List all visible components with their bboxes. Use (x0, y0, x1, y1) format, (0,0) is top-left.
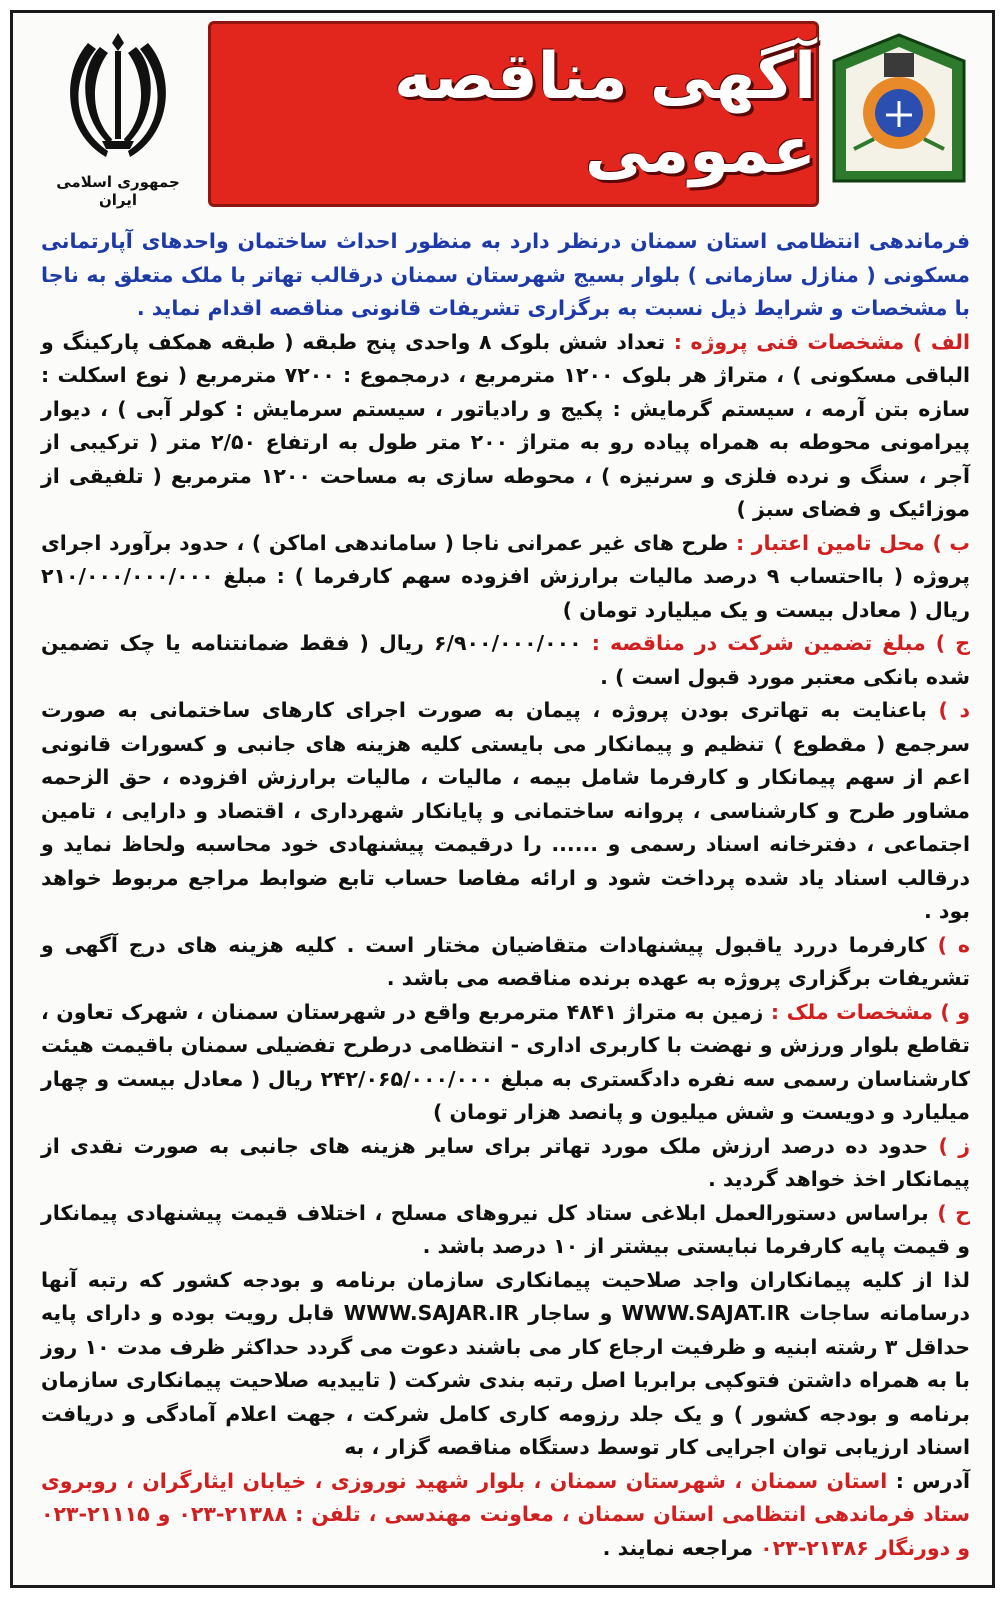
notice-body (41, 225, 970, 1565)
section-d-text: باعنایت به تهاتری بودن پروژه ، پیمان به صورت اجرای کارهای ساختمانی به صورت سرجمع ( مقطوع ) تنظیم و پیمانکار می بایستی کلیه هزینه های جانبی و کسورات قانونی اعم از سهم پیمانکار و کارفرما شامل بیمه ، مالیات ، مالیات برارزش افزوده ، حق الزحمه مشاور طرح و کارشناسی ، پروانه ساختمانی و پایانکار شهرداری ، اقتصاد و دارایی ، تامین اجتماعی ، دفترخانه اسناد رسمی و ...... را درقیمت پیشنهادی خود محاسبه ولحاظ نماید و درقالب اسناد یاد شده پرداخت شود و ارائه مفاصا حساب تابع ضوابط مراجع مربوط خواهد بود . (41, 698, 970, 923)
iran-emblem-icon (58, 29, 178, 169)
section-g (41, 1130, 970, 1197)
section-g-text: حدود ده درصد ارزش ملک مورد تهاتر برای سایر هزینه های جانبی به صورت نقدی از پیمانکار اخذ خواهد گردید . (41, 1133, 970, 1191)
address-tail: مراجعه نمایند . (602, 1535, 754, 1560)
section-b-label: ب ) محل تامین اعتبار : (735, 530, 970, 555)
section-f (41, 996, 970, 1130)
iran-emblem (43, 29, 193, 209)
section-b-text: طرح های غیر عمرانی ناجا ( ساماندهی اماکن ) ، حدود برآورد اجرای پروژه ( بااحتساب ۹ درصد مالیات برارزش افزوده سهم کارفرما ) : مبلغ ۲۱۰/۰۰۰/۰۰۰/۰۰۰ ریال ( معادل بیست و یک میلیارد تومان ) (41, 530, 970, 622)
section-h (41, 1197, 970, 1264)
section-e-label: ه ) (937, 932, 971, 957)
address-text: استان سمنان ، شهرستان سمنان ، بلوار شهید نوروزی ، خیابان ایثارگران ، روبروی ستاد فرماندهی انتظامی استان سمنان ، معاونت مهندسی ، تلفن : ۲۱۳۸۸-۰۲۳ و ۲۱۱۱۵-۰۲۳ و دورنگار ۲۱۳۸۶-۰۲۳ (41, 1468, 970, 1560)
section-e-text: کارفرما دررد یاقبول پیشنهادات متقاضیان مختار است . کلیه هزینه های درج آگهی و تشریفات برگزاری پروژه به عهده برنده مناقصه می باشد . (41, 932, 970, 990)
section-d (41, 694, 970, 929)
section-h-text: براساس دستورالعمل ابلاغی ستاد کل نیروهای مسلح ، اختلاف قیمت پیشنهادی پیمانکار و قیمت پایه کارفرما نبایستی بیشتر از ۱۰ درصد باشد . (41, 1200, 970, 1258)
sajat-website: WWW.SAJAT.IR (621, 1301, 791, 1325)
section-c-text: ۶/۹۰۰/۰۰۰/۰۰۰ ریال ( فقط ضمانتنامه یا چک تضمین شده بانکی معتبر مورد قبول است ) . (41, 631, 970, 689)
police-badge (824, 31, 974, 206)
address-label: آدرس : (895, 1468, 970, 1493)
section-f-label: و ) مشخصات ملک : (770, 999, 971, 1024)
section-b (41, 527, 970, 628)
section-g-label: ز ) (938, 1133, 971, 1158)
section-f-text: زمین به متراژ ۴۸۴۱ مترمربع واقع در شهرستان سمنان ، شهرک تعاون ، تقاطع بلوار ورزش و نهضت با کاربری اداری - انتظامی درطرح تفضیلی سمنان باقیمت هیئت کارشناسان رسمی سه نفره دادگستری به مبلغ ۲۴۲/۰۶۵/۰۰۰/۰۰۰ ریال ( معادل بیست و چهار میلیارد و دویست و شش میلیون و پانصد هزار تومان ) (41, 999, 971, 1124)
sajar-website: WWW.SAJAR.IR (343, 1301, 520, 1325)
section-a-text: تعداد شش بلوک ۸ واحدی پنج طبقه ( طبقه همکف پارکینگ و الباقی مسکونی ) ، متراژ هر بلوک ۱۲۰۰ مترمربع ، درمجموع : ۷۲۰۰ مترمربع ( نوع اسکلت : سازه بتن آرمه ، سیستم گرمایش : پکیج و رادیاتور ، سیستم سرمایش : کولر آبی ) ، دیوار پیرامونی محوطه به همراه پیاده رو به متراژ ۲۰۰ متر طول به ارتفاع ۲/۵۰ متر ( ترکیبی از آجر ، سنگ و نرده فلزی و سرنیزه ) ، محوطه سازی به مساحت ۱۲۰۰ مترمربع ( تلفیقی از موزائیک و فضای سبز ) (41, 329, 970, 521)
emblem-caption: جمهوری اسلامی ایران (56, 173, 180, 209)
closing-paragraph (41, 1264, 970, 1465)
intro-paragraph: فرماندهی انتظامی استان سمنان درنظر دارد به منظور احداث ساختمان واحدهای آپارتمانی مسکونی ( منازل سازمانی ) بلوار بسیج شهرستان سمنان درقالب تهاتر با ملک متعلق به ناجا با مشخصات و شرایط ذیل نسبت به برگزاری تشریفات قانونی مناقصه اقدام نماید . (41, 229, 970, 320)
notice-title: آگهی مناقصه عمومی (394, 40, 816, 188)
section-a (41, 326, 970, 527)
section-e (41, 929, 970, 996)
address-paragraph (41, 1465, 970, 1566)
section-d-label: د ) (938, 698, 971, 722)
closing-part2: و ساجار (528, 1301, 613, 1325)
tender-notice (10, 10, 995, 1588)
section-c (41, 627, 970, 694)
closing-part1: لذا از کلیه پیمانکاران واجد صلاحیت پیمانکاری سازمان برنامه و بودجه کشور که رتبه آنها درسامانه ساجات (41, 1267, 971, 1325)
section-h-label: ح ) (937, 1200, 971, 1225)
closing-part3: قابل رویت بوده و دارای پایه حداقل ۳ رشته ابنیه و ظرفیت ارجاع کار می باشند دعوت می گردد حداکثر ظرف مدت ۱۰ روز با به همراه داشتن فتوکپی برابربا اصل رتبه بندی شرکت ( تاییدیه صلاحیت پیمانکاری سازمان برنامه و بودجه کشور ) و یک جلد رزومه کاری کامل شرکت ، جهت اعلام آمادگی و دریافت اسناد ارزیابی توان اجرایی کار توسط دستگاه مناقصه گزار ، به (41, 1301, 971, 1459)
section-c-label: ج ) مبلغ تضمین شرکت در مناقصه : (591, 631, 970, 655)
title-banner (208, 21, 819, 207)
section-a-label: الف ) مشخصات فنی پروژه : (673, 329, 970, 354)
notice-header (13, 13, 992, 218)
police-badge-icon (824, 31, 974, 191)
